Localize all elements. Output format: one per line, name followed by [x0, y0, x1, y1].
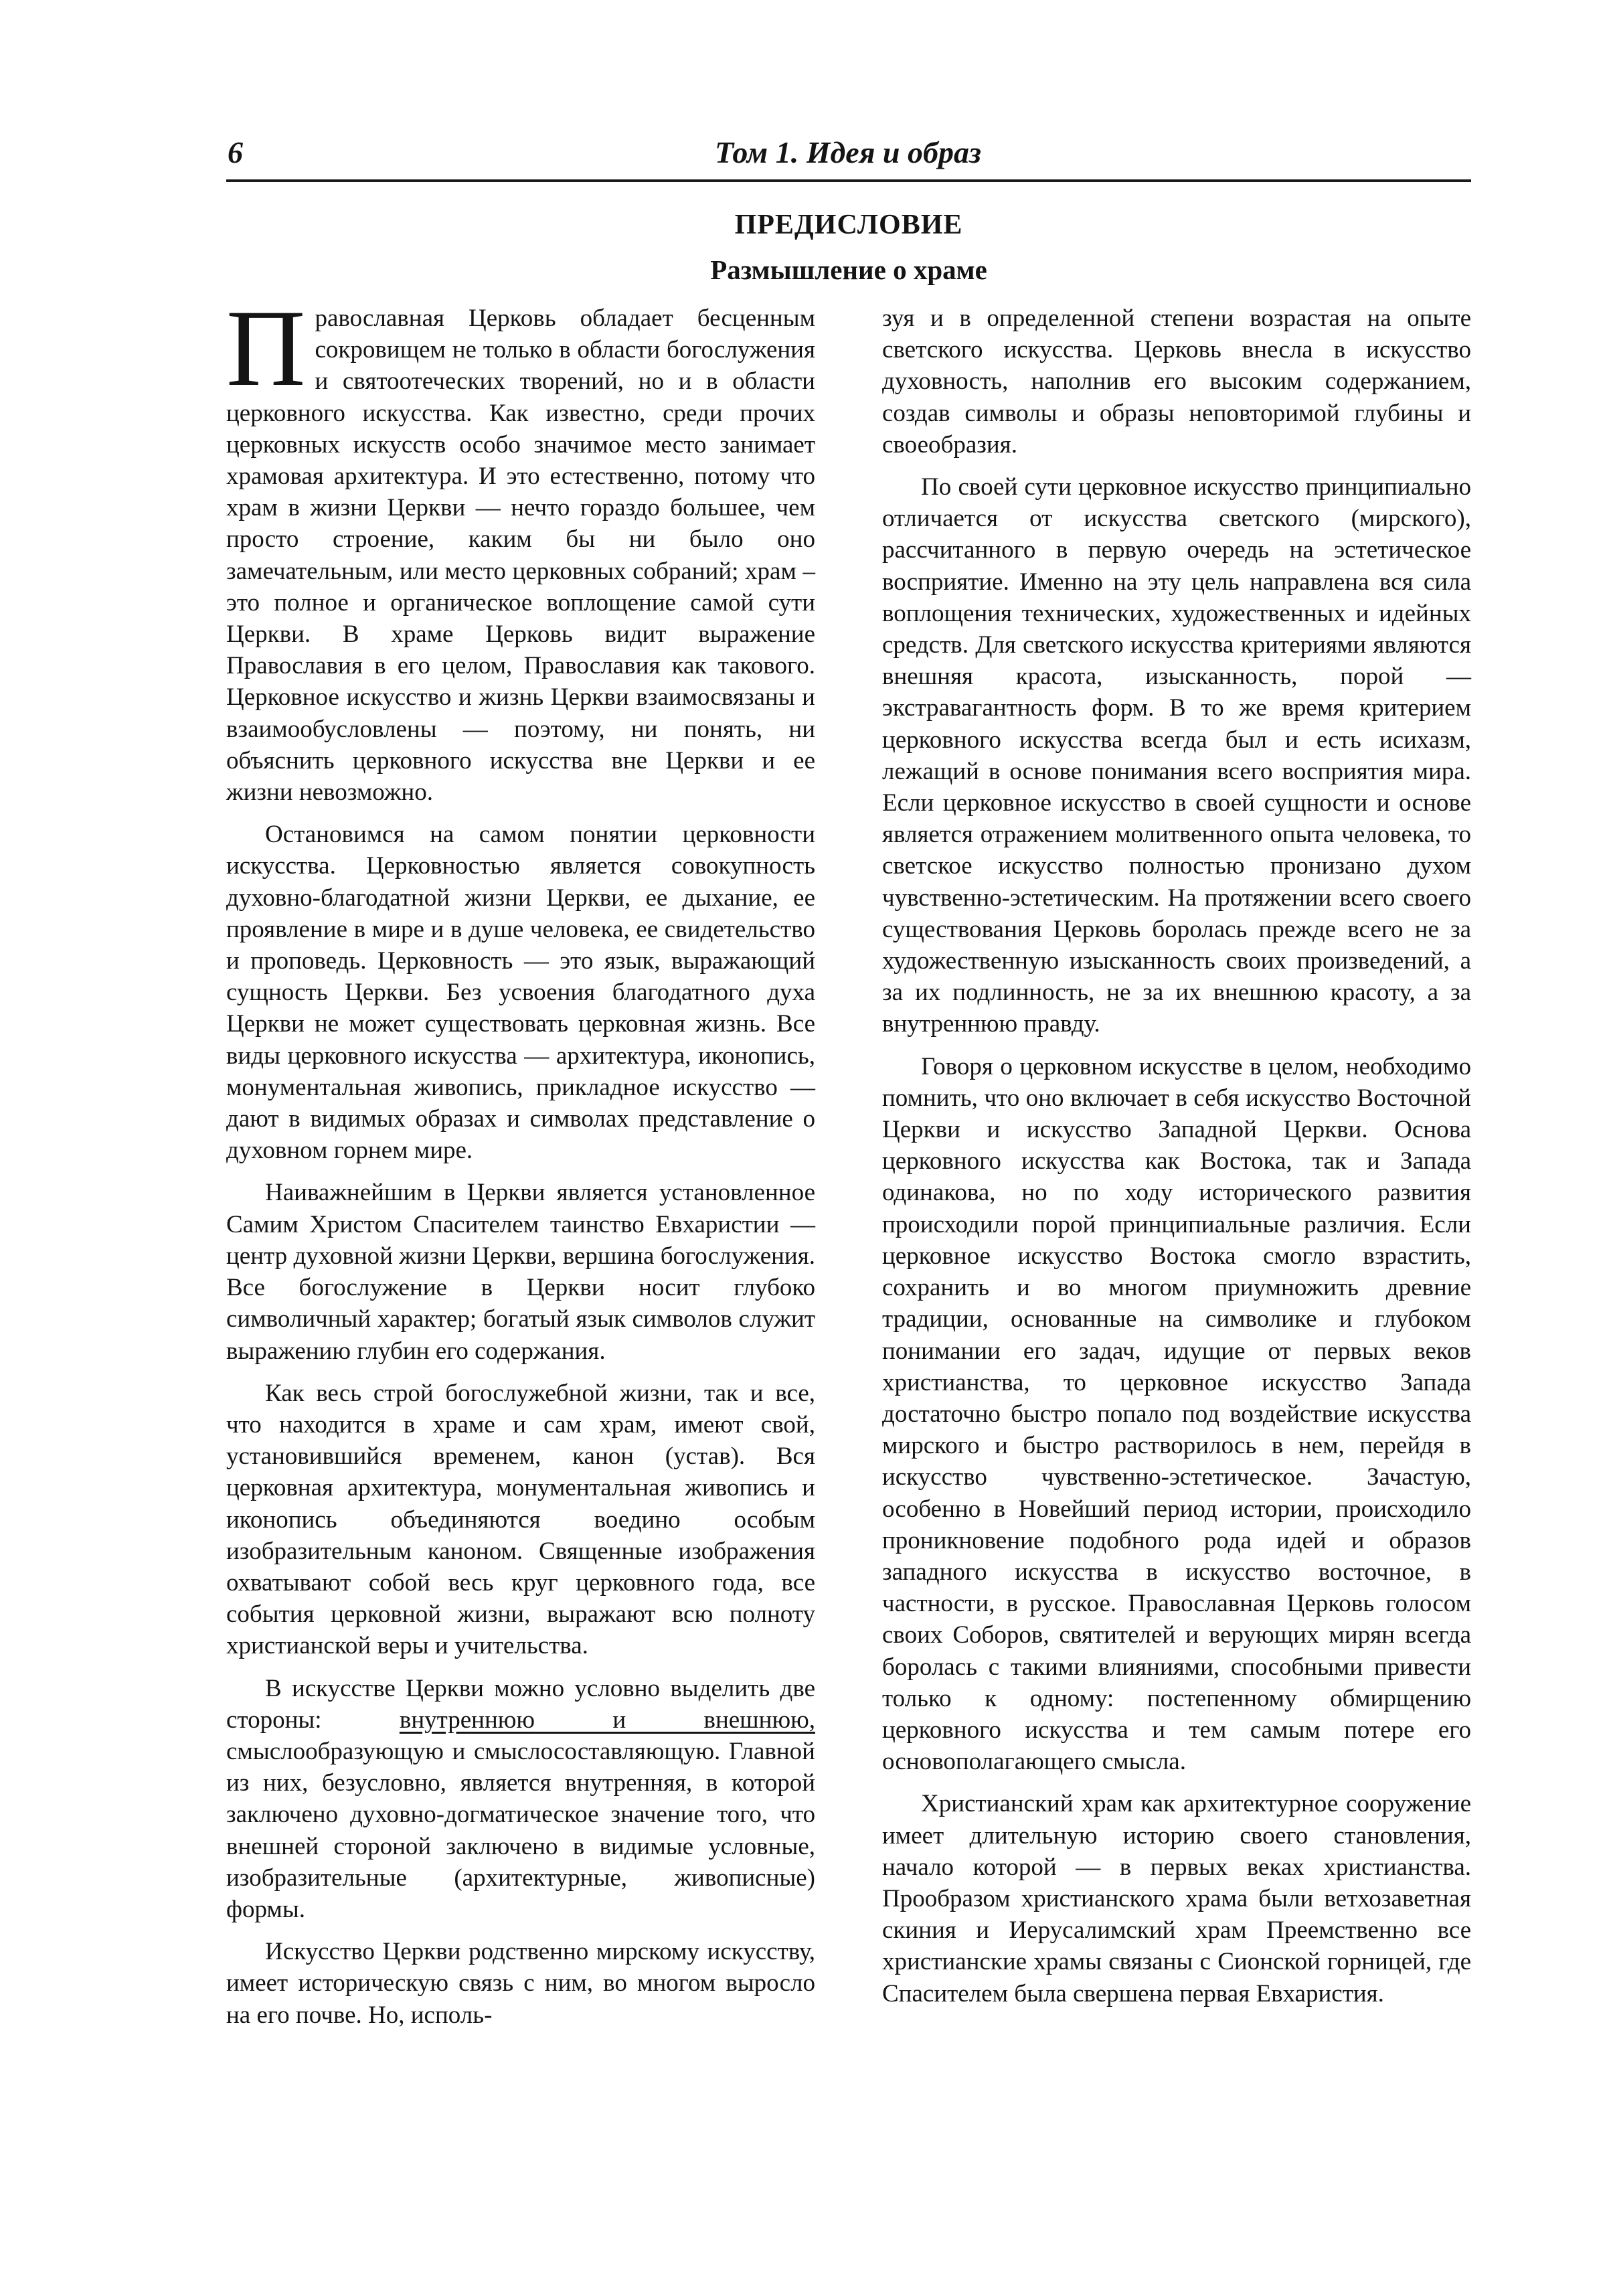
underlined-text: внутреннюю и внешнюю, — [399, 1706, 815, 1734]
paragraph: Христианский храм как архитектурное сооружение имеет длительную историю своего становления, начало которой — в первых веках христианства. Прообразом христианского храма были ветхозаветная скиния и Иерусалимский храм Преемственно все христианские храмы связаны с Сионской горницей, где Спасителем была свершена первая Евхаристия. — [882, 1790, 1471, 2007]
paragraph: Как весь строй богослужебной жизни, так и все, что находится в храме и сам храм, имеют свой, установившийся временем, канон (устав). Вся церковная архитектура, монументальная живопись и иконопись объединяются воедино особым изобразительным каноном. Священные изображения охватывают собой весь круг церковного года, все события церковной жизни, выражают всю полноту христианской веры и учительства. — [226, 1379, 815, 1660]
section-subtitle: Размышление о храме — [710, 254, 987, 285]
paragraph: Говоря о церковном искусстве в целом, необходимо помнить, что оно включает в себя искусство Восточной Церкви и искусство Западной Церкви. Основа церковного искусства как Востока, так и Запада одинакова, но по ходу исторического развития происходили порой принципиальные различия. Если церковное искусство Востока смогло взрастить, сохранить и во многом приумножить древние традиции, основанные на символике и глубоком понимании его задач, идущие от первых веков христианства, то церковное искусство Запада достаточно быстро попало под воздействие искусства мирского и быстро растворилось в нем, перейдя в искусство чувственно-эстетическое. Зачастую, особенно в Новейший период истории, происходило проникновение подобного рода идей и образов западного искусства в искусство восточное, в частности, в русское. Православная Церковь голосом своих Соборов, святителей и верующих мирян всегда боролась с такими влияниями, способными привести только к одному: постепенному обмирщению церковного искусства и тем самым потере его основополагающего смысла. — [882, 1052, 1471, 1776]
paragraph-text: В искусстве Церкви можно условно выделить две стороны: — [226, 1674, 815, 1734]
paragraph: По своей сути церковное искусство принципиально отличается от искусства светского (мирского), рассчитанного в первую очередь на эстетическое восприятие. Именно на эту цель направлена вся сила воплощения технических, художественных и идейных средств. Для светского искусства критериями являются внешняя красота, изысканность, порой — экстравагантность форм. В то же время критерием церковного искусства всегда был и есть исихазм, лежащий в основе понимания всего восприятия мира. Если церковное искусство в своей сущности и основе является отражением молитвенного опыта человека, то светское искусство полностью пронизано духом чувственно-эстетическим. На протяжении всего своего существования Церковь боролась прежде всего не за художественную изысканность своих произведений, а за их подлинность, не за их внешнюю красоту, а за внутреннюю правду. — [882, 473, 1471, 1038]
drop-cap: П — [226, 288, 306, 409]
right-column — [882, 303, 1471, 2020]
paragraph: зуя и в определенной степени возрастая на опыте светского искусства. Церковь внесла в искусство духовность, наполнив его высоким содержанием, создав символы и образы неповторимой глубины и своеобразия. — [882, 305, 1471, 459]
paragraph: Наиважнейшим в Церкви является установленное Самим Христом Спасителем таинство Евхаристии — центр духовной жизни Церкви, вершина богослужения. Все богослужение в Церкви носит глубоко символичный характер; богатый язык символов служит выражению глубин его содержания. — [226, 1179, 815, 1365]
running-title: Том 1. Идея и образ — [715, 135, 981, 169]
paragraph — [226, 1673, 815, 1926]
paragraph: Искусство Церкви родственно мирскому искусству, имеет историческую связь с ним, во многом выросло на его почве. Но, исполь- — [226, 1938, 815, 2029]
running-header — [226, 131, 1471, 182]
page-number: 6 — [228, 135, 243, 169]
paragraph-text: равославная Церковь обладает бесценным сокровищем не только в области богослужения и святоотеческих творений, но и в области церковного искусства. Как известно, среди прочих церковных искусств особо значимое место занимает храмовая архитектура. И это естественно, потому что храм в жизни Церкви — нечто гораздо большее, чем просто строение, каким бы ни было оно замечательным, или место церковных собраний; храм – это полное и органическое воплощение самой сути Церкви. В храме Церковь видит выражение Православия в его целом, Православия как такового. Церковное искусство и жизнь Церкви взаимосвязаны и взаимообусловлены — поэтому, ни понять, ни объяснить церковного искусства вне Церкви и ее жизни невозможно. — [226, 305, 815, 807]
section-title: ПРЕДИСЛОВИЕ — [734, 210, 963, 240]
paragraph-text: смыслообразующую и смыслосоставляющую. Главной из них, безусловно, является внутренняя, в которой заключено духовно-догматическое значение того, что внешней стороной заключено в видимые условные, изобразительные (архитектурные, живописные) формы. — [226, 1737, 815, 1923]
paragraph — [226, 288, 815, 808]
left-column — [226, 288, 815, 2042]
paragraph: Остановимся на самом понятии церковности искусства. Церковностью является совокупность духовно-благодатной жизни Церкви, ее дыхание, ее проявление в мире и в душе человека, ее свидетельство и проповедь. Церковность — это язык, выражающий сущность Церкви. Без усвоения благодатного духа Церкви не может существовать церковная жизнь. Все виды церковного искусства — архитектура, иконопись, монументальная живопись, прикладное искусство — дают в видимых образах и символах представление о духовном горнем мире. — [226, 821, 815, 1165]
